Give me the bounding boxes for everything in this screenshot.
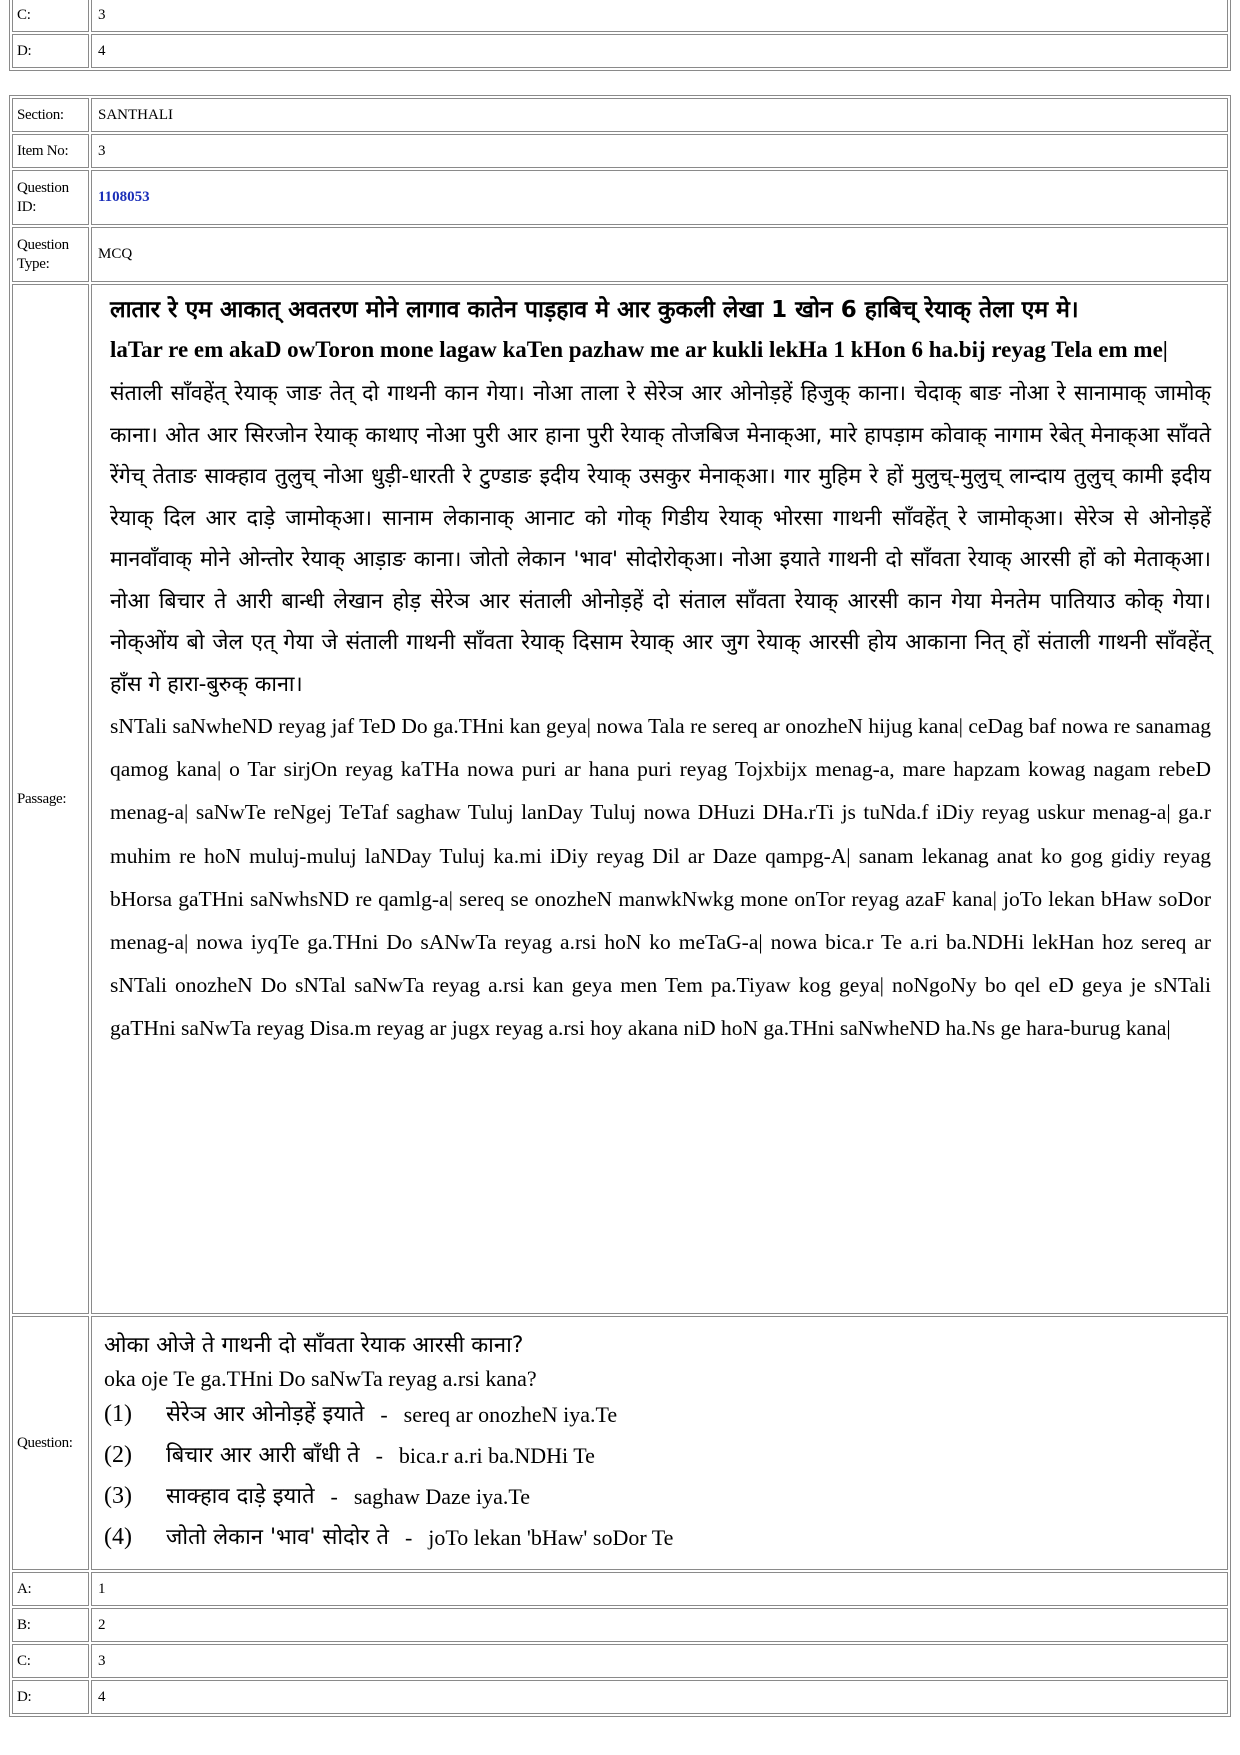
answer-label-d: D: <box>12 1680 89 1714</box>
option-text-english: bica.r a.ri ba.NDHi Te <box>398 1443 595 1468</box>
passage-text-english: sNTali saNwheND reyag jaf TeD Do ga.THni kan geya| nowa Tala re sereq ar onozheN hijug kana| ceDag baf nowa re sanamag qamog kana| o Tar sirjOn reyag kaTHa nowa puri ar hana puri reyag Tojxbijx menag-a, mare hapzam kowag nagam rebeD menag-a| saNwTe reNgej TeTaf saghaw Tuluj lanDay Tuluj nowa DHuzi DHa.rTi js tuNda.f iDiy reyag uskur menag-a| ga.r muhim re hoN muluj-muluj laNDay Tuluj ka.mi iDiy reyag Dil ar Daze qampg-A| sanam lekanag anat ko gog gidiy reyag bHorsa gaTHni saNwhsND re qamlg-a| sereq se onozheN manwkNwkg mone onTor reyag azaF kana| joTo lekan bHaw soDor menag-a| nowa iyqTe ga.THni Do sANwTa reyag a.rsi hoN ko meTaG-a| nowa bica.r Te a.ri ba.NDHi lekHan hoz sereq ar sNTali onozheN Do sNTal saNwTa reyag a.rsi kan geya men Tem pa.Tiyaw kog geya| noNgoNy bo qel eD geya je sNTali gaTHni saNwTa reyag Disa.m reyag ar jugx reyag a.rsi hoy akana niD hoN ga.THni saNwheND ha.Ns ge hara-burug kana| <box>110 714 1211 1041</box>
passage-content <box>91 284 1228 1314</box>
option-number: (4) <box>104 1524 132 1550</box>
option-1 <box>104 1394 1215 1435</box>
question-table <box>9 95 1231 1717</box>
answer-value-c: 3 <box>91 1644 1228 1678</box>
option-4 <box>104 1517 1215 1558</box>
option-number: (3) <box>104 1483 132 1509</box>
answer-value-d: 4 <box>91 34 1228 68</box>
question-type-label: Question Type: <box>12 227 89 282</box>
answer-label-d: D: <box>12 34 89 68</box>
passage-instruction-hindi: लातार रे एम आकात् अवतरण मोने लागाव कातेन पाड़हाव मे आर कुकली लेखा 1 खोन 6 हाबिच् रेयाक् तेला एम मे। <box>110 297 1079 323</box>
answer-value-a: 1 <box>91 1572 1228 1606</box>
question-id-label: Question ID: <box>12 170 89 225</box>
item-no-value: 3 <box>91 134 1228 168</box>
option-text-english: sereq ar onozheN iya.Te <box>403 1402 618 1427</box>
question-id-value: 1108053 <box>91 170 1228 225</box>
option-separator: - <box>404 1525 413 1550</box>
option-text-hindi: जोतो लेकान 'भाव' सोदोर ते <box>166 1525 389 1550</box>
option-separator: - <box>380 1402 388 1427</box>
question-text-hindi: ओका ओजे ते गाथनी दो साँवता रेयाक आरसी काना? <box>104 1333 524 1358</box>
passage-instruction-english: laTar re em akaD owToron mone lagaw kaTen pazhaw me ar kukli lekHa 1 kHon 6 ha.bij reyag Tela em me| <box>110 337 1168 362</box>
option-text-english: joTo lekan 'bHaw' soDor Te <box>428 1525 674 1550</box>
answer-label-a: A: <box>12 1572 89 1606</box>
option-text-hindi: सेरेञ आर ओनोड़हें इयाते <box>166 1402 365 1427</box>
option-number: (2) <box>104 1442 132 1468</box>
question-text-english: oka oje Te ga.THni Do saNwTa reyag a.rsi kana? <box>104 1366 537 1391</box>
section-label: Section: <box>12 98 89 132</box>
option-separator: - <box>375 1443 383 1468</box>
option-2 <box>104 1435 1215 1476</box>
option-text-english: saghaw Daze iya.Te <box>353 1484 531 1509</box>
option-text-hindi: साक्हाव दाड़े इयाते <box>166 1484 315 1509</box>
answer-value-c: 3 <box>91 0 1228 32</box>
question-type-value: MCQ <box>91 227 1228 282</box>
passage-text-hindi: संताली साँवहेंत् रेयाक् जाङ तेत् दो गाथनी कान गेया। नोआ ताला रे सेरेञ आर ओनोड़हें हिजुक् काना। चेदाक् बाङ नोआ रे सानामाक् जामोक् काना। ओत आर सिरजोन रेयाक् काथाए नोआ पुरी आर हाना पुरी रेयाक् तोजबिज मेनाक्आ, मारे हापड़ाम कोवाक् नागाम रेबेत् मेनाक्आ साँवते रेंगेच् तेताङ साक्हाव तुलुच् नोआ धुड़ी-धारती रे टुण्डाङ इदीय रेयाक् उसकुर मेनाक्आ। गार मुहिम रे हों मुलुच्-मुलुच् लान्दाय तुलुच् कामी इदीय रेयाक् दिल आर दाड़े जामोक्आ। सानाम लेकानाक् आनाट को गोक् गिडीय रेयाक् भोरसा गाथनी साँवहेंत् रे जामोक्आ। सेरेञ से ओनोड़हें मानवाँवाक् मोने ओन्तोर रेयाक् आड़ाङ काना। जोतो लेकान 'भाव' सोदोरोक्आ। नोआ इयाते गाथनी दो साँवता रेयाक् आरसी हों को मेताक्आ। नोआ बिचार ते आरी बान्धी लेखान होड़ सेरेञ आर संताली ओनोड़हें दो संताल साँवता रेयाक् आरसी कान गेया मेनतेम पातियाउ कोक् गेया। नोक्ओंय बो जेल एत् गेया जे संताली गाथनी साँवता रेयाक् दिसाम रेयाक् आर जुग रेयाक् आरसी होय आकाना नित् हों संताली गाथनी साँवहेंत् हाँस गे हारा-बुरुक् काना। <box>110 381 1211 697</box>
option-number: (1) <box>104 1401 132 1427</box>
answer-label-b: B: <box>12 1608 89 1642</box>
answer-label-c: C: <box>12 1644 89 1678</box>
answer-label-c: C: <box>12 0 89 32</box>
section-value: SANTHALI <box>91 98 1228 132</box>
option-3 <box>104 1476 1215 1517</box>
answer-value-b: 2 <box>91 1608 1228 1642</box>
option-separator: - <box>330 1484 338 1509</box>
answer-value-d: 4 <box>91 1680 1228 1714</box>
item-no-label: Item No: <box>12 134 89 168</box>
previous-question-table <box>9 0 1231 71</box>
option-text-hindi: बिचार आर आरी बाँधी ते <box>166 1443 360 1468</box>
question-label: Question: <box>12 1316 89 1570</box>
question-content <box>91 1316 1228 1570</box>
passage-label: Passage: <box>12 284 89 1314</box>
